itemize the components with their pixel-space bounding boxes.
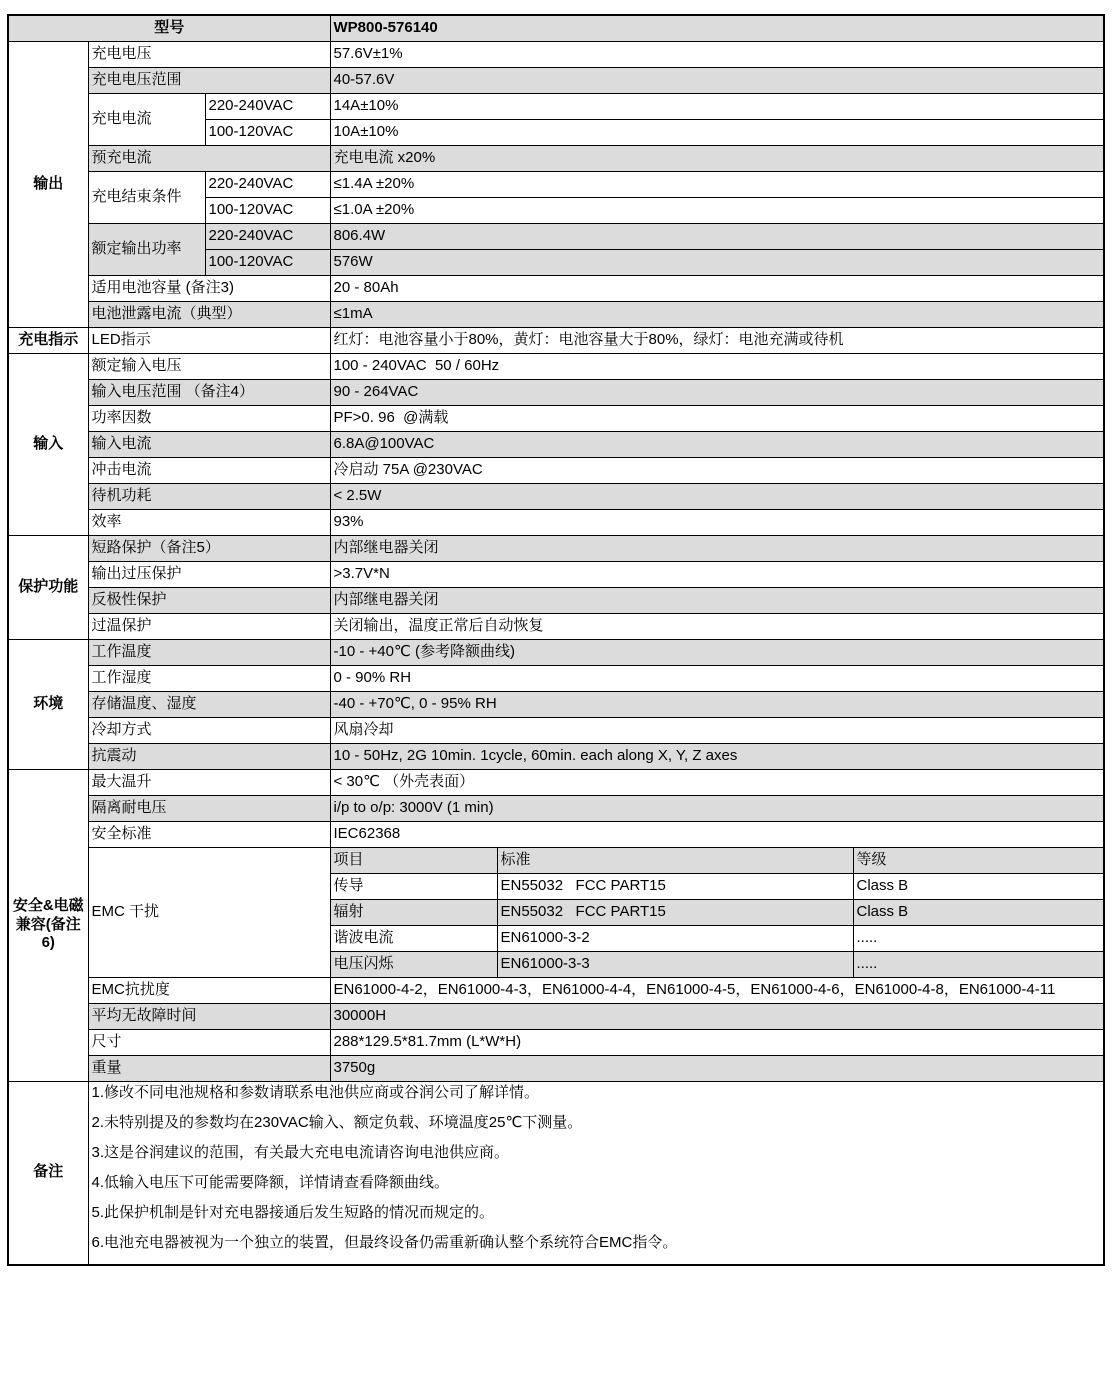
table-row — [8, 457, 1104, 483]
param-value: 关闭输出，温度正常后自动恢复 — [330, 613, 1104, 639]
param-value: 充电电流 x20% — [330, 145, 1104, 171]
param-label: 工作温度 — [88, 639, 330, 665]
param-label: 重量 — [88, 1055, 330, 1081]
param-label: 隔离耐电压 — [88, 795, 330, 821]
param-label: 充电结束条件 — [88, 171, 205, 223]
table-row — [8, 717, 1104, 743]
param-value: 20 - 80Ah — [330, 275, 1104, 301]
param-label: 安全标准 — [88, 821, 330, 847]
condition-label: 100-120VAC — [205, 249, 330, 275]
table-row — [8, 639, 1104, 665]
param-value: 10 - 50Hz, 2G 10min. 1cycle, 60min. each along X, Y, Z axes — [330, 743, 1104, 769]
section-label: 安全&电磁兼容(备注6) — [8, 769, 88, 1081]
param-label: 过温保护 — [88, 613, 330, 639]
emc-item: 谐波电流 — [330, 925, 497, 951]
param-value: 288*129.5*81.7mm (L*W*H) — [330, 1029, 1104, 1055]
param-value: -40 - +70℃, 0 - 95% RH — [330, 691, 1104, 717]
emc-item: 电压闪烁 — [330, 951, 497, 977]
param-label: EMC抗扰度 — [88, 977, 330, 1003]
emc-col-standard: 标准 — [497, 847, 853, 873]
table-row — [8, 665, 1104, 691]
param-label: 输出过压保护 — [88, 561, 330, 587]
param-label: 充电电压 — [88, 41, 330, 67]
condition-label: 220-240VAC — [205, 93, 330, 119]
param-value: 10A±10% — [330, 119, 1104, 145]
param-label: LED指示 — [88, 327, 330, 353]
param-label: 预充电流 — [88, 145, 330, 171]
section-label: 输出 — [8, 41, 88, 327]
section-label: 充电指示 — [8, 327, 88, 353]
param-value: IEC62368 — [330, 821, 1104, 847]
param-label: 额定输出功率 — [88, 223, 205, 275]
note-line: 6.电池充电器被视为一个独立的装置，但最终设备仍需重新确认整个系统符合EMC指令。 — [91, 1233, 678, 1251]
note-line: 3.这是谷润建议的范围，有关最大充电电流请咨询电池供应商。 — [91, 1143, 510, 1161]
param-label: 功率因数 — [88, 405, 330, 431]
condition-label: 220-240VAC — [205, 171, 330, 197]
param-label: 输入电流 — [88, 431, 330, 457]
param-value: 30000H — [330, 1003, 1104, 1029]
emc-item: 辐射 — [330, 899, 497, 925]
param-label: 抗震动 — [88, 743, 330, 769]
table-row — [8, 379, 1104, 405]
table-row — [8, 847, 1104, 873]
table-row — [8, 977, 1104, 1003]
param-value: 14A±10% — [330, 93, 1104, 119]
param-label: 充电电压范围 — [88, 67, 330, 93]
table-row — [8, 613, 1104, 639]
param-label: 反极性保护 — [88, 587, 330, 613]
param-label: 最大温升 — [88, 769, 330, 795]
param-label: 工作湿度 — [88, 665, 330, 691]
param-value: >3.7V*N — [330, 561, 1104, 587]
table-row — [8, 561, 1104, 587]
param-value: 内部继电器关闭 — [330, 587, 1104, 613]
notes-content — [88, 1081, 1104, 1265]
param-label: EMC 干扰 — [88, 847, 330, 977]
param-value: 6.8A@100VAC — [330, 431, 1104, 457]
param-value: 冷启动 75A @230VAC — [330, 457, 1104, 483]
emc-grade: Class B — [853, 873, 1104, 899]
table-row — [8, 93, 1104, 119]
param-value: ≤1.0A ±20% — [330, 197, 1104, 223]
table-row — [8, 743, 1104, 769]
note-line: 4.低输入电压下可能需要降额，详情请查看降额曲线。 — [91, 1173, 450, 1191]
model-number: WP800-576140 — [330, 15, 1104, 41]
param-value: -10 - +40℃ (参考降额曲线) — [330, 639, 1104, 665]
param-label: 冷却方式 — [88, 717, 330, 743]
note-line: 5.此保护机制是针对充电器接通后发生短路的情况而规定的。 — [91, 1203, 495, 1221]
table-row — [8, 301, 1104, 327]
condition-label: 100-120VAC — [205, 197, 330, 223]
model-header-label: 型号 — [8, 15, 330, 41]
emc-standard: EN55032 FCC PART15 — [497, 873, 853, 899]
table-row — [8, 1055, 1104, 1081]
param-value: 40-57.6V — [330, 67, 1104, 93]
param-label: 电池泄露电流（典型） — [88, 301, 330, 327]
section-label: 输入 — [8, 353, 88, 535]
param-label: 效率 — [88, 509, 330, 535]
param-value: 内部继电器关闭 — [330, 535, 1104, 561]
param-value: 100 - 240VAC 50 / 60Hz — [330, 353, 1104, 379]
param-value: 57.6V±1% — [330, 41, 1104, 67]
param-label: 冲击电流 — [88, 457, 330, 483]
note-line: 2.未特别提及的参数均在230VAC输入、额定负载、环境温度25℃下测量。 — [91, 1113, 583, 1131]
emc-grade: ..... — [853, 925, 1104, 951]
table-row — [8, 587, 1104, 613]
param-label: 存储温度、湿度 — [88, 691, 330, 717]
param-label: 额定输入电压 — [88, 353, 330, 379]
spec-table — [7, 14, 1105, 1266]
param-value: 3750g — [330, 1055, 1104, 1081]
table-row — [8, 509, 1104, 535]
emc-col-item: 项目 — [330, 847, 497, 873]
table-row — [8, 353, 1104, 379]
table-row — [8, 431, 1104, 457]
table-row — [8, 327, 1104, 353]
param-value: 806.4W — [330, 223, 1104, 249]
section-label: 保护功能 — [8, 535, 88, 639]
param-value: PF>0. 96 @满载 — [330, 405, 1104, 431]
table-row — [8, 691, 1104, 717]
emc-standard: EN61000-3-3 — [497, 951, 853, 977]
table-row — [8, 1003, 1104, 1029]
param-label: 输入电压范围 （备注4） — [88, 379, 330, 405]
table-row — [8, 67, 1104, 93]
param-value: 90 - 264VAC — [330, 379, 1104, 405]
condition-label: 100-120VAC — [205, 119, 330, 145]
table-row — [8, 795, 1104, 821]
table-row — [8, 405, 1104, 431]
param-value: 风扇冷却 — [330, 717, 1104, 743]
table-row — [8, 1081, 1104, 1265]
table-row — [8, 223, 1104, 249]
table-row — [8, 483, 1104, 509]
table-row — [8, 145, 1104, 171]
param-label: 尺寸 — [88, 1029, 330, 1055]
param-value: 0 - 90% RH — [330, 665, 1104, 691]
table-row — [8, 171, 1104, 197]
table-row — [8, 41, 1104, 67]
emc-grade: ..... — [853, 951, 1104, 977]
emc-standard: EN61000-3-2 — [497, 925, 853, 951]
param-value: i/p to o/p: 3000V (1 min) — [330, 795, 1104, 821]
param-label: 短路保护（备注5） — [88, 535, 330, 561]
section-label: 备注 — [8, 1081, 88, 1265]
param-value: ≤1.4A ±20% — [330, 171, 1104, 197]
param-value: 576W — [330, 249, 1104, 275]
param-value: 93% — [330, 509, 1104, 535]
param-label: 充电电流 — [88, 93, 205, 145]
param-value: < 2.5W — [330, 483, 1104, 509]
emc-grade: Class B — [853, 899, 1104, 925]
section-label: 环境 — [8, 639, 88, 769]
param-value: EN61000-4-2，EN61000-4-3，EN61000-4-4，EN61000-4-5，EN61000-4-6，EN61000-4-8，EN61000-4-11 — [330, 977, 1104, 1003]
param-label: 适用电池容量 (备注3) — [88, 275, 330, 301]
table-row — [8, 769, 1104, 795]
param-label: 平均无故障时间 — [88, 1003, 330, 1029]
table-row — [8, 1029, 1104, 1055]
note-line: 1.修改不同电池规格和参数请联系电池供应商或谷润公司了解详情。 — [91, 1083, 540, 1101]
param-value: 红灯：电池容量小于80%，黄灯：电池容量大于80%，绿灯：电池充满或待机 — [330, 327, 1104, 353]
emc-standard: EN55032 FCC PART15 — [497, 899, 853, 925]
table-row — [8, 275, 1104, 301]
table-row — [8, 535, 1104, 561]
emc-col-grade: 等级 — [853, 847, 1104, 873]
param-label: 待机功耗 — [88, 483, 330, 509]
param-value: ≤1mA — [330, 301, 1104, 327]
table-row — [8, 821, 1104, 847]
condition-label: 220-240VAC — [205, 223, 330, 249]
table-header-row — [8, 15, 1104, 41]
param-value: < 30℃ （外壳表面） — [330, 769, 1104, 795]
emc-item: 传导 — [330, 873, 497, 899]
